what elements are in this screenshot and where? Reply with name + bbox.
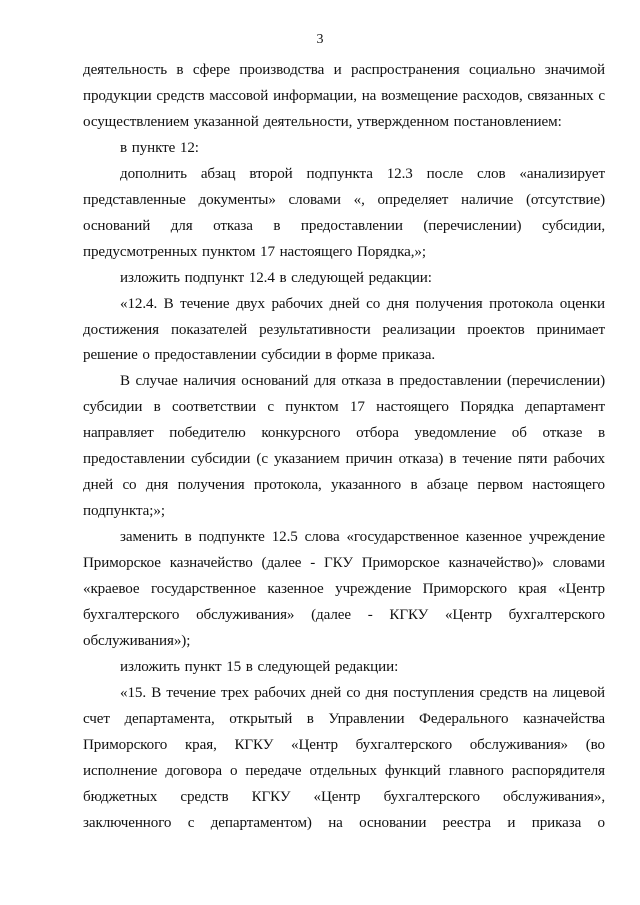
paragraph-refusal-case: В случае наличия оснований для отказа в предоставлении (перечислении) субсидии в соответствии с пунктом 17 настоящего Порядка департамент направляет победителю конкурсного отбора уведомление об отказе в предоставлении субсидии (с указанием причин отказа) в течение пяти рабочих дней со дня получения протокола, указанного в абзаце первом настоящего подпункта;»; bbox=[83, 373, 605, 520]
document-body bbox=[83, 58, 605, 837]
paragraph-restate-12-4: изложить подпункт 12.4 в следующей редакции: bbox=[120, 269, 432, 286]
paragraph-replace-12-5: заменить в подпункте 12.5 слова «государственное казенное учреждение Приморское казначейство (далее - ГКУ Приморское казначейство)» словами «краевое государственное казенное учреждение Приморского края «Центр бухгалтерского обслуживания» (далее - КГКУ «Центр бухгалтерского обслуживания»); bbox=[83, 529, 605, 649]
paragraph-text-15: «15. В течение трех рабочих дней со дня поступления средств на лицевой счет департамента, открытый в Управлении Федерального казначейства Приморского края, КГКУ «Центр бухгалтерского обслуживания» (во исполнение договора о передаче отдельных функций главного распорядителя бюджетных средств КГКУ «Центр бухгалтерского обслуживания», заключенного с департаментом) на основании реестра и приказа о bbox=[83, 684, 605, 831]
paragraph-restate-15: изложить пункт 15 в следующей редакции: bbox=[120, 658, 399, 675]
paragraph-text-12-4: «12.4. В течение двух рабочих дней со дня получения протокола оценки достижения показателей результативности реализации проектов принимает решение о предоставлении субсидии в форме приказа. bbox=[83, 295, 605, 364]
page-number: 3 bbox=[316, 32, 324, 47]
paragraph-continuation: деятельность в сфере производства и распространения социально значимой продукции средств массовой информации, на возмещение расходов, связанных с осуществлением указанной деятельности, утвержденном постановлением: bbox=[83, 62, 605, 130]
paragraph-point-12: в пункте 12: bbox=[120, 139, 199, 156]
paragraph-amend-12-3: дополнить абзац второй подпункта 12.3 после слов «анализирует представленные документы» словами «, определяет наличие (отсутствие) оснований для отказа в предоставлении (перечислении) субсидии, предусмотренных пунктом 17 настоящего Порядка,»; bbox=[83, 165, 605, 260]
